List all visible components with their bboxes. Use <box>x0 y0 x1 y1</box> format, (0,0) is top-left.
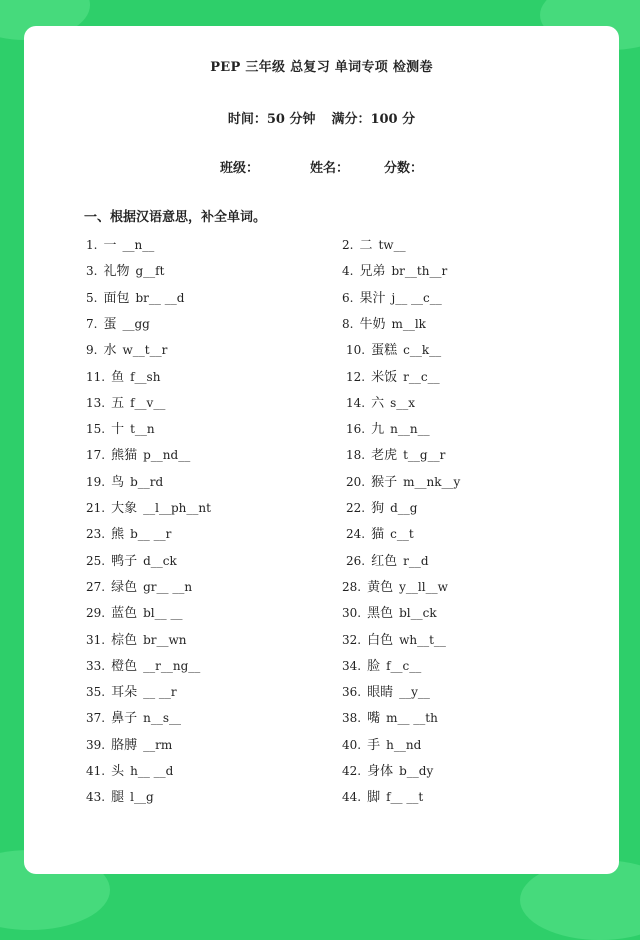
item-number: 27. <box>86 579 106 594</box>
chinese-meaning: 猫 <box>371 527 385 543</box>
word-blank[interactable]: y__ll__w <box>399 579 448 594</box>
item-number: 14. <box>346 395 366 410</box>
chinese-meaning: 脸 <box>367 658 381 674</box>
item-number: 40. <box>342 737 362 752</box>
item-number: 15. <box>86 422 106 437</box>
chinese-meaning: 腿 <box>111 790 125 806</box>
item-number: 29. <box>86 606 106 621</box>
chinese-meaning: 二 <box>359 238 373 253</box>
section-title: 一、根据汉语意思，补全单词。 <box>84 210 267 225</box>
chinese-meaning: 狗 <box>371 501 385 516</box>
chinese-meaning: 十 <box>111 422 125 438</box>
item-number: 12. <box>346 369 366 384</box>
chinese-meaning: 红色 <box>371 553 398 569</box>
word-item <box>86 314 150 334</box>
word-item <box>86 735 172 755</box>
chinese-meaning: 嘴 <box>367 711 381 727</box>
chinese-meaning: 熊 <box>111 527 125 543</box>
word-blank[interactable]: d__g <box>390 501 418 515</box>
chinese-meaning: 黑色 <box>367 606 394 622</box>
word-blank[interactable]: gr__ __n <box>143 579 193 594</box>
word-item <box>86 630 187 650</box>
word-item <box>342 603 437 623</box>
chinese-meaning: 眼睛 <box>367 685 394 701</box>
word-item <box>86 603 182 623</box>
chinese-meaning: 一 <box>103 238 117 253</box>
chinese-meaning: 六 <box>371 395 385 411</box>
item-number: 18. <box>346 448 366 463</box>
word-item <box>86 524 171 544</box>
word-item <box>86 551 177 571</box>
word-blank[interactable]: __r__ng__ <box>143 658 201 673</box>
word-blank[interactable]: b__rd <box>130 474 164 489</box>
item-number: 21. <box>86 501 106 515</box>
word-blank[interactable]: br__wn <box>143 632 187 647</box>
word-item <box>346 367 440 387</box>
item-number: 26. <box>346 553 366 568</box>
chinese-meaning: 鱼 <box>111 369 125 385</box>
chinese-meaning: 猴子 <box>371 474 398 490</box>
full-score: 满分：100 分 <box>331 112 416 127</box>
word-blank[interactable]: h__nd <box>386 737 422 752</box>
word-item <box>342 787 423 807</box>
chinese-meaning: 米饭 <box>371 369 398 385</box>
word-blank[interactable]: w__t__r <box>122 343 168 358</box>
exam-meta <box>24 108 619 127</box>
item-number: 1. <box>86 238 98 252</box>
chinese-meaning: 手 <box>367 737 381 753</box>
item-number: 3. <box>86 264 98 279</box>
item-number: 42. <box>342 764 362 778</box>
word-blank[interactable]: f__v__ <box>130 395 166 410</box>
word-item <box>346 551 429 571</box>
word-item <box>86 761 173 781</box>
word-item <box>346 472 460 492</box>
item-number: 5. <box>86 290 98 305</box>
chinese-meaning: 身体 <box>367 764 394 779</box>
item-number: 20. <box>346 474 366 489</box>
word-item <box>342 630 446 650</box>
item-number: 6. <box>342 290 354 305</box>
word-blank[interactable]: __l__ph__nt <box>143 501 211 515</box>
item-number: 8. <box>342 316 354 331</box>
word-item <box>86 340 167 360</box>
word-blank[interactable]: c__k__ <box>403 343 442 358</box>
word-blank[interactable]: b__dy <box>399 764 434 778</box>
time-limit: 时间：50 分钟 <box>227 112 316 127</box>
chinese-meaning: 果汁 <box>359 290 386 306</box>
chinese-meaning: 熊猫 <box>111 448 138 464</box>
word-blank[interactable]: n__s__ <box>143 711 181 726</box>
word-blank[interactable]: n__n__ <box>390 422 430 437</box>
item-number: 33. <box>86 658 106 673</box>
word-blank[interactable]: d__ck <box>143 553 177 568</box>
word-blank[interactable]: f__c__ <box>386 658 422 673</box>
chinese-meaning: 蛋糕 <box>371 343 398 359</box>
word-blank[interactable]: m__lk <box>391 316 426 331</box>
word-blank[interactable]: m__nk__y <box>403 474 461 489</box>
word-blank[interactable]: c__t <box>390 527 414 542</box>
word-blank[interactable]: br__th__r <box>391 264 448 279</box>
chinese-meaning: 白色 <box>367 632 394 648</box>
chinese-meaning: 黄色 <box>367 579 394 595</box>
item-number: 9. <box>86 343 98 358</box>
item-number: 41. <box>86 764 106 778</box>
word-item <box>86 235 154 255</box>
word-item <box>342 682 430 702</box>
item-number: 10. <box>346 343 366 358</box>
word-item <box>86 261 164 281</box>
word-item <box>86 367 160 387</box>
word-item <box>346 498 417 518</box>
item-number: 7. <box>86 316 98 331</box>
chinese-meaning: 棕色 <box>111 632 138 648</box>
score-label: 分数： <box>384 161 424 176</box>
word-item <box>342 577 448 597</box>
word-blank[interactable]: r__d <box>403 553 429 568</box>
item-number: 25. <box>86 553 106 568</box>
word-blank[interactable]: j__ __c__ <box>391 290 442 305</box>
chinese-meaning: 头 <box>111 764 125 779</box>
word-item <box>86 708 181 728</box>
item-number: 31. <box>86 632 106 647</box>
word-item <box>86 445 190 465</box>
word-item <box>86 393 165 413</box>
word-blank[interactable]: tw__ <box>378 238 406 252</box>
word-blank[interactable]: g__ft <box>135 264 165 279</box>
word-blank[interactable]: b__ __r <box>130 527 172 542</box>
chinese-meaning: 绿色 <box>111 579 138 595</box>
word-blank[interactable]: s__x <box>390 395 416 410</box>
item-number: 32. <box>342 632 362 647</box>
word-blank[interactable]: br__ __d <box>135 290 185 305</box>
word-item <box>86 288 184 308</box>
word-blank[interactable]: __rm <box>143 737 173 752</box>
chinese-meaning: 面包 <box>103 290 130 306</box>
word-blank[interactable]: __gg <box>122 316 150 331</box>
chinese-meaning: 鼻子 <box>111 711 138 727</box>
word-item <box>86 787 154 807</box>
item-number: 43. <box>86 790 106 805</box>
word-item <box>342 708 438 728</box>
item-number: 11. <box>86 369 106 384</box>
word-item <box>86 577 192 597</box>
chinese-meaning: 五 <box>111 395 125 411</box>
class-label: 班级： <box>220 161 260 176</box>
item-number: 13. <box>86 395 106 410</box>
item-number: 38. <box>342 711 362 726</box>
chinese-meaning: 兄弟 <box>359 264 386 280</box>
item-number: 35. <box>86 685 106 700</box>
word-blank[interactable]: f__ __t <box>386 790 424 805</box>
item-number: 36. <box>342 685 362 700</box>
chinese-meaning: 老虎 <box>371 448 398 464</box>
chinese-meaning: 橙色 <box>111 658 138 674</box>
word-blank[interactable]: bl__ck <box>399 606 437 621</box>
item-number: 24. <box>346 527 366 542</box>
item-number: 34. <box>342 658 362 673</box>
item-number: 39. <box>86 737 106 752</box>
word-item <box>342 735 421 755</box>
word-item <box>346 393 415 413</box>
word-item <box>342 261 447 281</box>
word-item <box>86 682 177 702</box>
word-item <box>342 761 433 781</box>
word-item <box>346 419 430 439</box>
word-blank[interactable]: h__ __d <box>130 764 174 778</box>
word-item <box>86 472 163 492</box>
chinese-meaning: 脚 <box>367 790 381 806</box>
chinese-meaning: 大象 <box>111 501 138 516</box>
chinese-meaning: 胳膊 <box>111 737 138 753</box>
item-number: 44. <box>342 790 362 805</box>
word-item <box>86 498 211 518</box>
word-item <box>342 656 421 676</box>
word-item <box>346 524 414 544</box>
chinese-meaning: 蛋 <box>103 316 117 332</box>
item-number: 19. <box>86 474 106 489</box>
item-number: 4. <box>342 264 354 279</box>
word-blank[interactable]: wh__t__ <box>399 632 446 647</box>
word-blank[interactable]: t__g__r <box>403 448 446 463</box>
word-blank[interactable]: __y__ <box>399 685 430 700</box>
chinese-meaning: 耳朵 <box>111 685 138 701</box>
word-item <box>346 340 441 360</box>
word-blank[interactable]: bl__ __ <box>143 606 183 621</box>
word-blank[interactable]: r__c__ <box>403 369 440 384</box>
chinese-meaning: 鸟 <box>111 474 125 490</box>
word-blank[interactable]: __ __r <box>143 685 177 700</box>
item-number: 22. <box>346 501 366 515</box>
item-number: 2. <box>342 238 354 252</box>
word-blank[interactable]: f__sh <box>130 369 161 384</box>
item-number: 28. <box>342 579 362 594</box>
word-item <box>86 656 200 676</box>
item-number: 17. <box>86 448 106 463</box>
chinese-meaning: 九 <box>371 422 385 438</box>
chinese-meaning: 鸭子 <box>111 553 138 569</box>
word-item <box>342 314 426 334</box>
word-blank[interactable]: m__ __th <box>386 711 438 726</box>
item-number: 30. <box>342 606 362 621</box>
chinese-meaning: 礼物 <box>103 264 130 280</box>
item-number: 16. <box>346 422 366 437</box>
word-item <box>342 288 442 308</box>
word-blank[interactable]: t__n <box>130 422 155 437</box>
chinese-meaning: 水 <box>103 343 117 359</box>
name-label: 姓名： <box>310 161 350 176</box>
word-blank[interactable]: l__g <box>130 790 154 805</box>
word-item <box>86 419 155 439</box>
word-blank[interactable]: p__nd__ <box>143 448 191 463</box>
worksheet-page <box>24 26 619 874</box>
worksheet-title: PEP 三年级 总复习 单词专项 检测卷 <box>210 60 433 75</box>
chinese-meaning: 蓝色 <box>111 606 138 622</box>
chinese-meaning: 牛奶 <box>359 316 386 332</box>
word-item <box>346 445 445 465</box>
item-number: 37. <box>86 711 106 726</box>
word-item <box>342 235 406 255</box>
word-blank[interactable]: __n__ <box>122 238 155 252</box>
item-number: 23. <box>86 527 106 542</box>
